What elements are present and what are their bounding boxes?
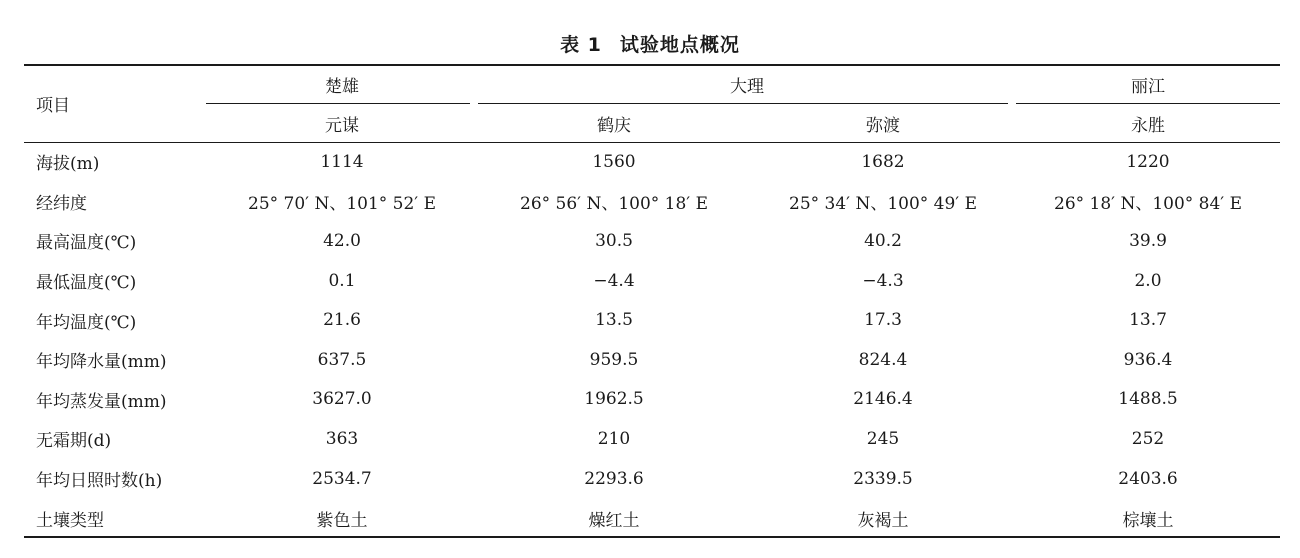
table-cell: 2403.6 (1118, 468, 1178, 489)
header-region-lijiang: 丽江 (1131, 76, 1165, 97)
table-number: 表 1 (560, 34, 602, 56)
table-cell: 1114 (320, 151, 364, 172)
table-cell: 25° 34′ N、100° 49′ E (789, 193, 977, 214)
header-site-midu: 弥渡 (866, 115, 900, 136)
table-cell: 3627.0 (312, 389, 372, 410)
header-row-regions (24, 64, 1280, 104)
table-cell: −4.3 (862, 270, 904, 291)
header-region-chuxiong: 楚雄 (325, 76, 359, 97)
table-cell: 1220 (1126, 151, 1170, 172)
table-cell: 2534.7 (312, 468, 372, 489)
table-cell: 13.5 (595, 310, 633, 331)
table-cell: 2339.5 (853, 468, 913, 489)
table-cell: 1962.5 (584, 389, 644, 410)
table-cell: 1488.5 (1118, 389, 1178, 410)
table-cell: 1560 (592, 151, 636, 172)
row-label: 土壤类型 (36, 510, 104, 531)
header-site-yuanmou: 元谋 (325, 115, 359, 136)
header-region-dali: 大理 (730, 76, 764, 97)
table-cell: 21.6 (323, 310, 361, 331)
table-cell: 0.1 (328, 270, 356, 291)
table-row (24, 380, 1280, 420)
table-cell: 363 (325, 428, 359, 449)
table-row (24, 498, 1280, 538)
row-label: 经纬度 (36, 193, 87, 214)
header-row-sites (24, 104, 1280, 142)
table-cell: 936.4 (1123, 349, 1173, 370)
row-label: 最高温度(℃) (36, 233, 137, 254)
row-label: 最低温度(℃) (36, 273, 137, 294)
table-cell: 42.0 (323, 230, 361, 251)
row-label: 年均温度(℃) (36, 312, 137, 333)
table-caption (0, 30, 1300, 57)
table-cell: 13.7 (1129, 310, 1167, 331)
table-cell: 26° 18′ N、100° 84′ E (1054, 193, 1242, 214)
table-cell: 39.9 (1129, 230, 1167, 251)
table-cell: 26° 56′ N、100° 18′ E (520, 193, 708, 214)
row-label: 年均降水量(mm) (36, 352, 167, 373)
table-cell: 245 (866, 428, 900, 449)
table-cell: 637.5 (317, 349, 367, 370)
table-cell: 1682 (861, 151, 905, 172)
header-site-yongsheng: 永胜 (1131, 115, 1165, 136)
table-row (24, 221, 1280, 261)
header-item: 项目 (36, 95, 70, 116)
table-cell: 燥红土 (588, 510, 640, 531)
header-site-heqing: 鹤庆 (597, 115, 631, 136)
row-label: 无霜期(d) (36, 431, 112, 452)
table-cell: 紫色土 (316, 510, 368, 531)
table-cell: 2293.6 (584, 468, 644, 489)
table-cell: 25° 70′ N、101° 52′ E (248, 193, 436, 214)
table-cell: −4.4 (593, 270, 635, 291)
table-row (24, 300, 1280, 340)
table-row (24, 182, 1280, 222)
table-cell: 17.3 (864, 310, 902, 331)
table-row (24, 340, 1280, 380)
table-row (24, 459, 1280, 499)
table-cell: 210 (597, 428, 631, 449)
table-cell: 2146.4 (853, 389, 913, 410)
table-row (24, 419, 1280, 459)
row-label: 年均日照时数(h) (36, 471, 163, 492)
table-cell: 灰褐土 (857, 510, 909, 531)
table-cell: 824.4 (858, 349, 908, 370)
site-overview-table (24, 64, 1280, 538)
table-cell: 959.5 (589, 349, 639, 370)
row-label: 年均蒸发量(mm) (36, 391, 167, 412)
row-label: 海拔(m) (36, 154, 100, 175)
table-cell: 棕壤土 (1122, 510, 1174, 531)
table-cell: 40.2 (864, 230, 902, 251)
table-row (24, 142, 1280, 182)
table-cell: 30.5 (595, 230, 633, 251)
table-cell: 252 (1131, 428, 1165, 449)
table-row (24, 261, 1280, 301)
table-cell: 2.0 (1134, 270, 1162, 291)
table-title: 试验地点概况 (619, 34, 740, 56)
